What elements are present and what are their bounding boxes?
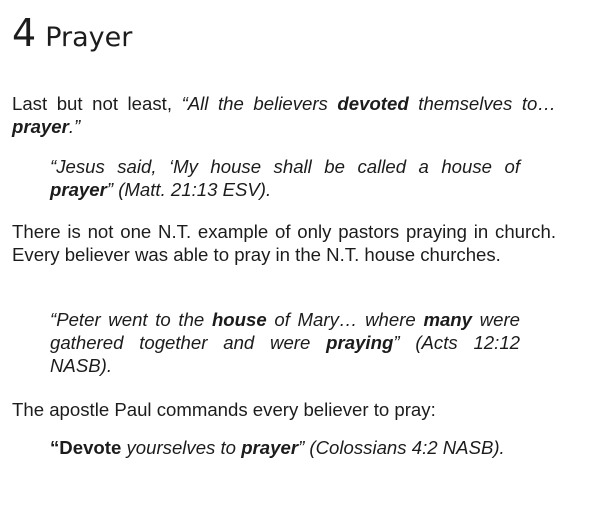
- text-run: “Jesus said, ‘My house shall be called a house of: [50, 156, 520, 177]
- text-run: “All the believers: [181, 93, 338, 114]
- text-run: of Mary… where: [266, 309, 424, 330]
- quote-colossians: [50, 436, 520, 459]
- emphasis-many: many: [423, 309, 473, 330]
- text-run: ” (Acts 12:12 NASB).: [50, 332, 520, 376]
- text-run: themselves to…: [408, 93, 556, 114]
- emphasis-prayer: prayer: [12, 116, 69, 137]
- emphasis-prayer: prayer: [50, 179, 107, 200]
- emphasis-house: house: [211, 309, 267, 330]
- text-run: ” (Colossians 4:2 NASB).: [298, 437, 505, 458]
- emphasis-prayer: prayer: [241, 437, 299, 458]
- paragraph-intro: [12, 92, 556, 138]
- text-run: were gathered together and were: [50, 309, 520, 353]
- paragraph-church: There is not one N.T. example of only pastors praying in church. Every believer was able to pray in the N.T. house churches.: [12, 221, 556, 265]
- text-run: yourselves to: [121, 437, 242, 458]
- chapter-heading: [12, 11, 133, 55]
- emphasis-devoted: devoted: [337, 93, 409, 114]
- emphasis-praying: praying: [326, 332, 394, 353]
- chapter-number: 4: [12, 11, 36, 55]
- paragraph-paul: The apostle Paul commands every believer to pray:: [12, 399, 436, 420]
- quote-acts: [50, 308, 520, 377]
- emphasis-devote: “Devote: [50, 437, 122, 458]
- text-run: .”: [68, 116, 81, 137]
- text-run: Last but not least,: [12, 93, 182, 114]
- text-run: ” (Matt. 21:13 ESV).: [106, 179, 272, 200]
- quote-matthew: [50, 155, 520, 201]
- chapter-title: Prayer: [45, 22, 133, 53]
- text-run: “Peter went to the: [50, 309, 212, 330]
